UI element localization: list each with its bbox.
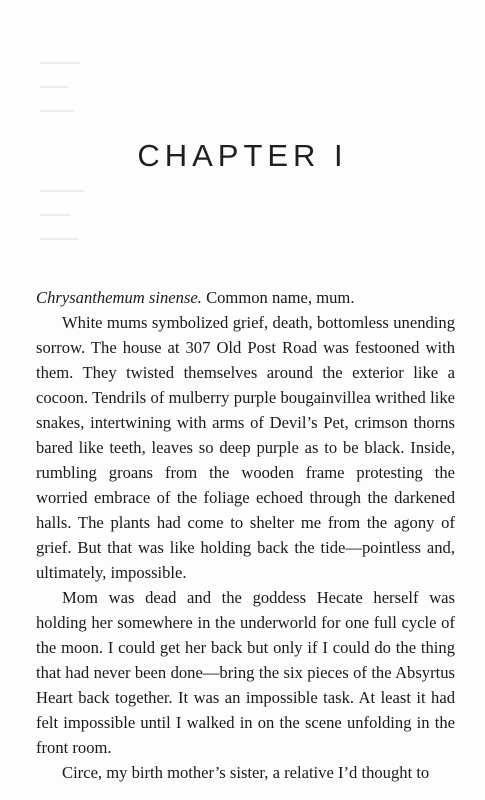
scan-artifact — [40, 190, 84, 192]
paragraph-1 — [36, 285, 455, 310]
body-text — [36, 285, 455, 785]
scan-artifact — [40, 214, 70, 216]
scan-artifact — [40, 62, 80, 64]
botanical-name: Chrysanthemum sinense. — [36, 288, 202, 307]
scan-artifact — [40, 110, 74, 112]
paragraph-2: White mums symbolized grief, death, bottomless unending sorrow. The house at 307 Old Post Road was festooned with them. They twisted themselves around the exterior like a cocoon. Tendrils of mulberry purple bougainvillea writhed like snakes, intertwining with arms of Devil’s Pet, crimson thorns bared like teeth, leaves so deep purple as to be black. Inside, rumbling groans from the wooden frame protesting the worried embrace of the foliage echoed through the darkened halls. The plants had come to shelter me from the agony of grief. But that was like holding back the tide—pointless and, ultimately, impossible. — [36, 313, 455, 582]
paragraph-4: Circe, my birth mother’s sister, a relative I’d thought to — [62, 763, 430, 782]
scan-artifact — [40, 86, 68, 88]
scan-artifact — [40, 238, 78, 240]
chapter-title: CHAPTER I — [137, 138, 348, 173]
paragraph-3: Mom was dead and the goddess Hecate herself was holding her somewhere in the underworld for one full cycle of the moon. I could get her back but only if I could do the thing that had never been done—bring the six pieces of the Absyrtus Heart back together. It was an impossible task. At least it had felt impossible until I walked in on the scene unfolding in the front room. — [36, 588, 455, 757]
paragraph-1-text: Common name, mum. — [201, 288, 355, 307]
